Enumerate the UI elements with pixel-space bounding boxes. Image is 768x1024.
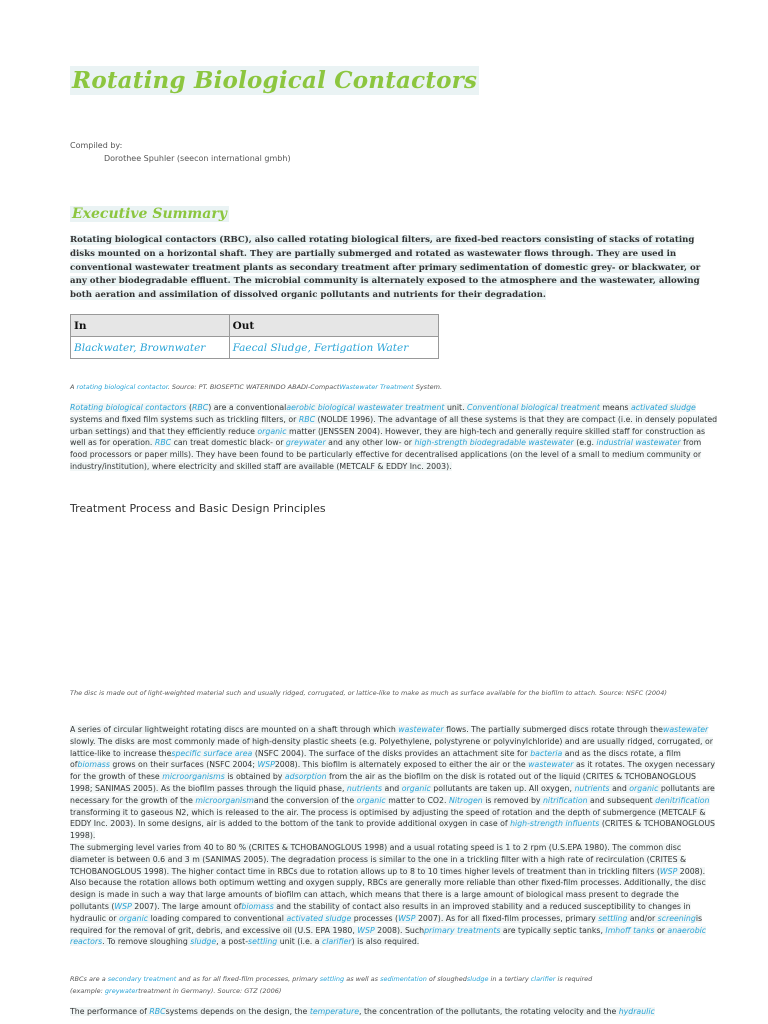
- caption-text: . Source: PT. BIOSEPTIC WATERINDO ABADI-Compact: [167, 383, 340, 391]
- link-organic[interactable]: organic: [629, 783, 659, 793]
- image-caption-2: The disc is made out of light-weighted material such and usually ridged, corrugated, or lattice-like to make as much as surface available for the biofilm to attach. Source: NSFC (2004): [70, 689, 667, 697]
- link-sludge[interactable]: sludge: [190, 937, 217, 947]
- link-clarifier[interactable]: clarifier: [322, 937, 352, 947]
- link-temperature[interactable]: temperature: [309, 1007, 360, 1016]
- link-screening[interactable]: screening: [657, 913, 696, 923]
- caption-text: is required: [555, 975, 593, 983]
- link-wsp[interactable]: WSP: [659, 866, 678, 876]
- link-activated-sludge[interactable]: activated sludge: [630, 403, 696, 412]
- link-rbc[interactable]: RBC: [192, 403, 209, 412]
- link-rbc[interactable]: RBC: [154, 438, 172, 448]
- link-rbc-full[interactable]: Rotating biological contactors: [70, 403, 187, 412]
- link-activated-sludge[interactable]: activated sludge: [286, 913, 352, 923]
- caption-text: System.: [413, 383, 443, 391]
- link-bacteria[interactable]: bacteria: [530, 748, 563, 758]
- link-organic[interactable]: organic: [356, 795, 386, 805]
- link-wsp[interactable]: WSP: [398, 913, 416, 923]
- link-high-strength-influents[interactable]: high-strength influents: [510, 819, 600, 829]
- link-sedimentation[interactable]: sedimentation: [380, 975, 427, 983]
- caption-text: of sloughed: [426, 975, 467, 983]
- image-caption-1: [70, 383, 442, 391]
- caption-text: (example:: [70, 987, 105, 995]
- caption-text: and as for all fixed-film processes, primary: [176, 975, 320, 983]
- link-clarifier[interactable]: clarifier: [530, 975, 556, 983]
- image-caption-3-line2: [70, 987, 281, 995]
- performance-paragraph: The performance of RBCsystems depends on the design, the temperature, the concentration of the pollutants, the rotating velocity and the hydraulic: [70, 1007, 655, 1016]
- intro-paragraph: Rotating biological contactors (RBC) are a conventionalaerobic biological wastewater treatment unit. Conventional biological treatment means activated sludge systems and fixed film systems such as trickling filters, or RBC (NOLDE 1996). The advantage of all these systems is that they are compact (i.e. in densely populated urban settings) and that they efficiently reduce organic matter (JENSSEN 2004). However, they are high-tech and generally require skilled staff for construction as well as for operation. RBC can treat domestic black- or greywater and any other low- or high-strength biodegradable wastewater (e.g. industrial wastewater from food processors or paper mills). They have been found to be particularly effective for decentralised applications (on the level of a small to medium community or industry/institution), where electricity and skilled staff are available (METCALF & EDDY Inc. 2003).: [70, 403, 718, 471]
- caption-text: A: [70, 383, 77, 391]
- link-biomass[interactable]: biomass: [241, 901, 274, 911]
- caption-text: RBCs are a: [70, 975, 108, 983]
- link-organic[interactable]: organic: [257, 426, 287, 436]
- link-organic[interactable]: organic: [401, 783, 431, 793]
- link-denitrification[interactable]: denitrification: [655, 795, 710, 805]
- link-organic[interactable]: organic: [118, 913, 149, 923]
- link-anaerobic-reactors[interactable]: anaerobic reactors: [70, 925, 707, 947]
- link-settling[interactable]: settling: [598, 913, 628, 923]
- link-fertigation-water[interactable]: Fertigation Water: [314, 341, 409, 354]
- link-adsorption[interactable]: adsorption: [284, 772, 327, 782]
- caption-text: in a tertiary: [488, 975, 531, 983]
- link-nutrients[interactable]: nutrients: [346, 783, 383, 793]
- in-cell: Blackwater, Brownwater: [71, 337, 230, 359]
- link-wastewater[interactable]: wastewater: [398, 725, 444, 734]
- link-high-strength[interactable]: high-strength biodegradable wastewater: [414, 438, 574, 448]
- link-specific-surface[interactable]: specific surface area: [171, 748, 253, 758]
- image-caption-3: [70, 975, 592, 983]
- link-wastewater-treatment[interactable]: Wastewater Treatment: [339, 383, 414, 391]
- table-header-row: [71, 315, 439, 337]
- compiled-by-label: Compiled by:: [70, 141, 123, 150]
- link-blackwater[interactable]: Blackwater: [74, 341, 134, 354]
- link-microorganism[interactable]: microorganism: [195, 795, 254, 805]
- executive-summary-text: Rotating biological contactors (RBC), also called rotating biological filters, are fixed-bed reactors consisting of stacks of rotating disks mounted on a horizontal shaft. They are partially submerged and rotated as wastewater flows through. They are used in conventional wastewater treatment plants as secondary treatment after primary sedimentation of domestic grey- or blackwater, or any other biodegradable effluent. The microbial community is alternately exposed to the atmosphere and the wastewater, allowing both aeration and assimilation of dissolved organic pollutants and nutrients for their degradation.: [70, 235, 701, 301]
- table-row: [71, 337, 439, 359]
- in-out-table: [70, 314, 439, 359]
- link-industrial[interactable]: industrial wastewater: [596, 438, 681, 448]
- link-settling[interactable]: settling: [248, 937, 278, 947]
- link-wsp[interactable]: WSP: [357, 925, 375, 935]
- caption-text: treatment in Germany). Source: GTZ (2006): [138, 987, 282, 995]
- link-wsp[interactable]: WSP: [257, 760, 275, 770]
- link-biomass[interactable]: biomass: [77, 760, 110, 770]
- caption-text: as well as: [344, 975, 381, 983]
- link-nitrogen[interactable]: Nitrogen: [448, 795, 483, 805]
- executive-summary-heading: Executive Summary: [72, 206, 227, 222]
- out-header: Out: [229, 315, 438, 337]
- link-brownwater[interactable]: Brownwater: [139, 341, 206, 354]
- executive-summary: [70, 234, 710, 303]
- link-nutrients[interactable]: nutrients: [574, 783, 610, 793]
- section-heading: Treatment Process and Basic Design Principles: [70, 502, 326, 515]
- link-faecal-sludge[interactable]: Faecal Sludge: [232, 341, 308, 354]
- link-greywater[interactable]: greywater: [104, 987, 139, 995]
- link-greywater[interactable]: greywater: [285, 438, 326, 448]
- link-sludge[interactable]: sludge: [466, 975, 489, 983]
- link-rotating-biological-contactor[interactable]: rotating biological contactor: [76, 383, 168, 391]
- link-primary-treatments[interactable]: primary treatments: [424, 925, 501, 935]
- link-hydraulic[interactable]: hydraulic: [618, 1007, 655, 1016]
- author: Dorothee Spuhler (seecon international gmbh): [104, 154, 291, 163]
- link-secondary-treatment[interactable]: secondary treatment: [107, 975, 177, 983]
- in-header: In: [71, 315, 230, 337]
- link-settling[interactable]: settling: [319, 975, 345, 983]
- link-wastewater[interactable]: wastewater: [528, 760, 574, 770]
- link-rbc[interactable]: RBC: [298, 414, 316, 424]
- link-conventional[interactable]: Conventional biological treatment: [467, 403, 600, 412]
- page-title: Rotating Biological Contactors: [72, 67, 478, 94]
- link-wsp[interactable]: WSP: [114, 901, 132, 911]
- link-aerobic[interactable]: aerobic biological wastewater treatment: [286, 403, 445, 412]
- link-imhoff-tanks[interactable]: Imhoff tanks: [605, 925, 655, 935]
- link-wastewater[interactable]: wastewater: [662, 725, 709, 734]
- out-cell: Faecal Sludge, Fertigation Water: [229, 337, 438, 359]
- link-rbc[interactable]: RBC: [149, 1007, 166, 1016]
- link-microorganisms[interactable]: microorganisms: [162, 772, 225, 782]
- process-paragraph: A series of circular lightweight rotating discs are mounted on a shaft through which wastewater flows. The partially submerged discs rotate through thewastewater slowly. The disks are most commonly made of high-density plastic sheets (e.g. Polyethylene, polystyrene or polyvinylchloride) and are usually ridged, corrugated, or lattice-like to increase thespecific surface area (NSFC 2004). The surface of the disks provides an attachment site for bacteria and as the discs rotate, a film ofbiomass grows on their surfaces (NSFC 2004; WSP2008). This biofilm is alternately exposed to either the air or the wastewater as it rotates. The oxygen necessary for the growth of these microorganisms is obtained by adsorption from the air as the biofilm on the disk is rotated out of the liquid (CRITES & TCHOBANOGLOUS 1998; SANIMAS 2005). As the biofilm passes through the liquid phase, nutrients and organic pollutants are taken up. All oxygen, nutrients and organic pollutants are necessary for the growth of the microorganismand the conversion of the organic matter to CO2. Nitrogen is removed by nitrification and subsequent denitrification transforming it to gaseous N2, which is released to the air. The process is optimised by adjusting the speed of rotation and the depth of submergence (METCALF & EDDY Inc. 2003). In some designs, air is added to the bottom of the tank to provide additional oxygen in case of high-strength influents (CRITES & TCHOBANOGLOUS 1998). The submerging level varies from 40 to 80 % (CRITES & TCHOBANOGLOUS 1998) and a usual rotating speed is 1 to 2 rpm (U.S.EPA 1980). The common disc diameter is between 0.6 and 3 m (SANIMAS 2005). The degradation process is similar to the one in a trickling filter with a high rate of recirculation (CRITES & TCHOBANOGLOUS 1998). The higher contact time in RBCs due to rotation allows up to 8 to 10 times higher levels of treatment than in trickling filters (WSP 2008). Also because the rotation allows both optimum wetting and oxygen supply, RBCs are generally more reliable than other fixed-film processes. Additionally, the disc design is made in such a way that large amounts of biofilm can attach, which means that there is a large amount of biological mass present to degrade the pollutants (WSP 2007). The large amount ofbiomass and the stability of contact also results in an improved stability and a reduced susceptibility to changes in hydraulic or organic loading compared to conventional activated sludge processes (WSP 2007). As for all fixed-film processes, primary settling and/or screeningis required for the removal of grit, debris, and excessive oil (U.S. EPA 1980, WSP 2008). Suchprimary treatments are typically septic tanks, Imhoff tanks or anaerobic reactors. To remove sloughing sludge, a post-settling unit (i.e. a clarifier) is also required.: [70, 725, 716, 947]
- link-nitrification[interactable]: nitrification: [542, 795, 588, 805]
